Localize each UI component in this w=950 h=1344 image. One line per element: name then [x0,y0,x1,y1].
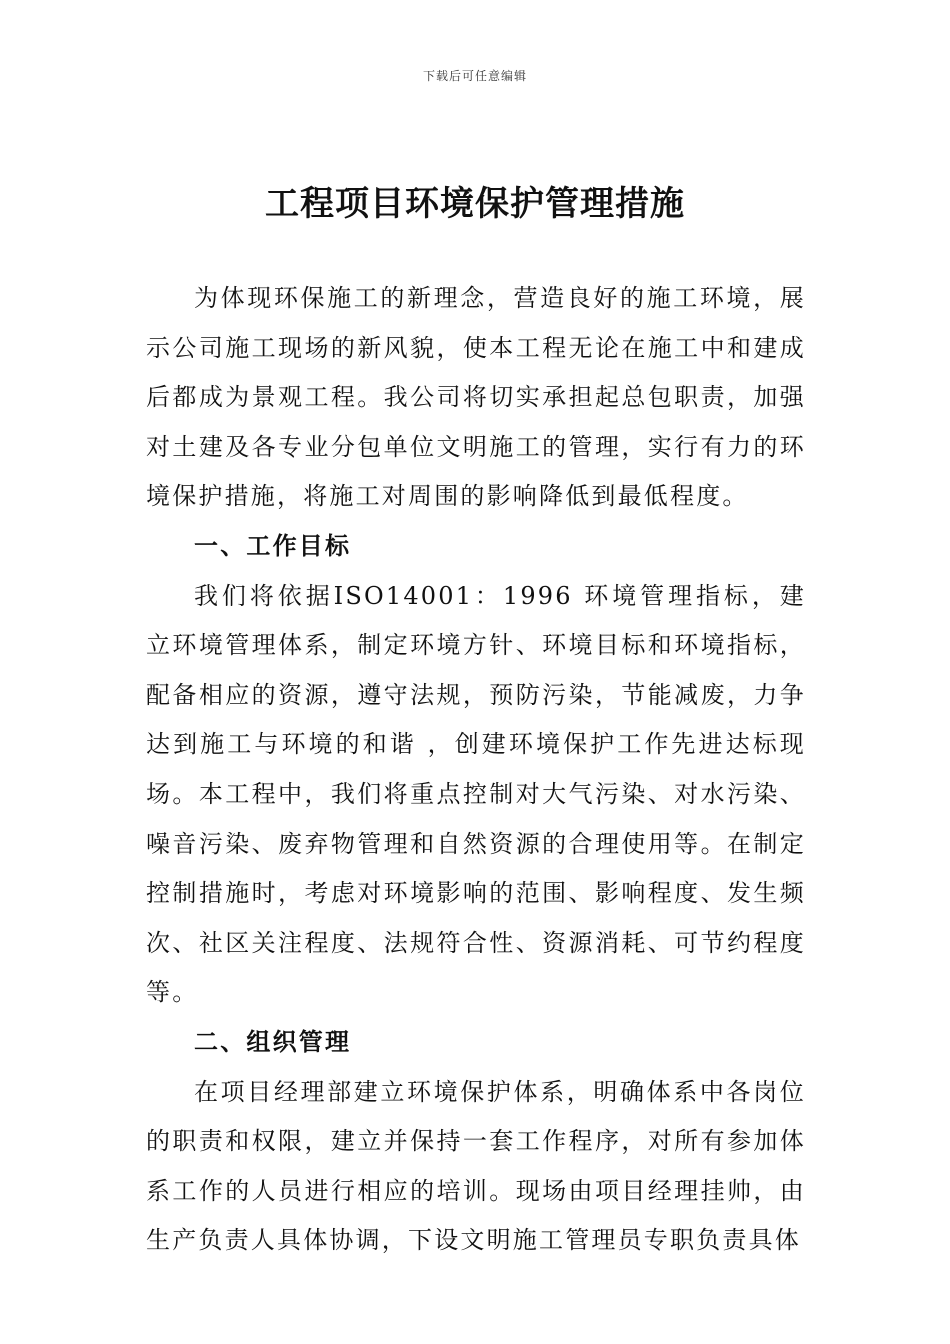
section-paragraph-organization: 在项目经理部建立环境保护体系，明确体系中各岗位的职责和权限，建立并保持一套工作程序，对所有参加体系工作的人员进行相应的培训。现场由项目经理挂帅，由生产负责人具体协调，下设文明施工管理员专职负责具体 [146,1077,806,1255]
document-body [146,274,806,1266]
section-heading-work-goals: 一、工作目标 [194,531,352,560]
header-note: 下载后可任意编辑 [422,69,527,83]
section-heading-organization: 二、组织管理 [194,1027,352,1056]
document-title: 工程项目环境保护管理措施 [265,184,685,224]
section-paragraph-work-goals: 我们将依据ISO14001：1996 环境管理指标，建立环境管理体系，制定环境方针、环境目标和环境指标，配备相应的资源，遵守法规，预防污染，节能减废，力争达到施工与环境的和谐 ，创建环境保护工作先进达标现场。本工程中，我们将重点控制对大气污染、对水污染、噪音污染、废弃物管理和自然资源的合理使用等。在制定控制措施时，考虑对环境影响的范围、影响程度、发生频次、社区关注程度、法规符合性、资源消耗、可节约程度等。 [146,581,806,1007]
intro-paragraph: 为体现环保施工的新理念，营造良好的施工环境，展示公司施工现场的新风貌，使本工程无论在施工中和建成后都成为景观工程。我公司将切实承担起总包职责，加强对土建及各专业分包单位文明施工的管理，实行有力的环境保护措施，将施工对周围的影响降低到最低程度。 [146,284,806,511]
